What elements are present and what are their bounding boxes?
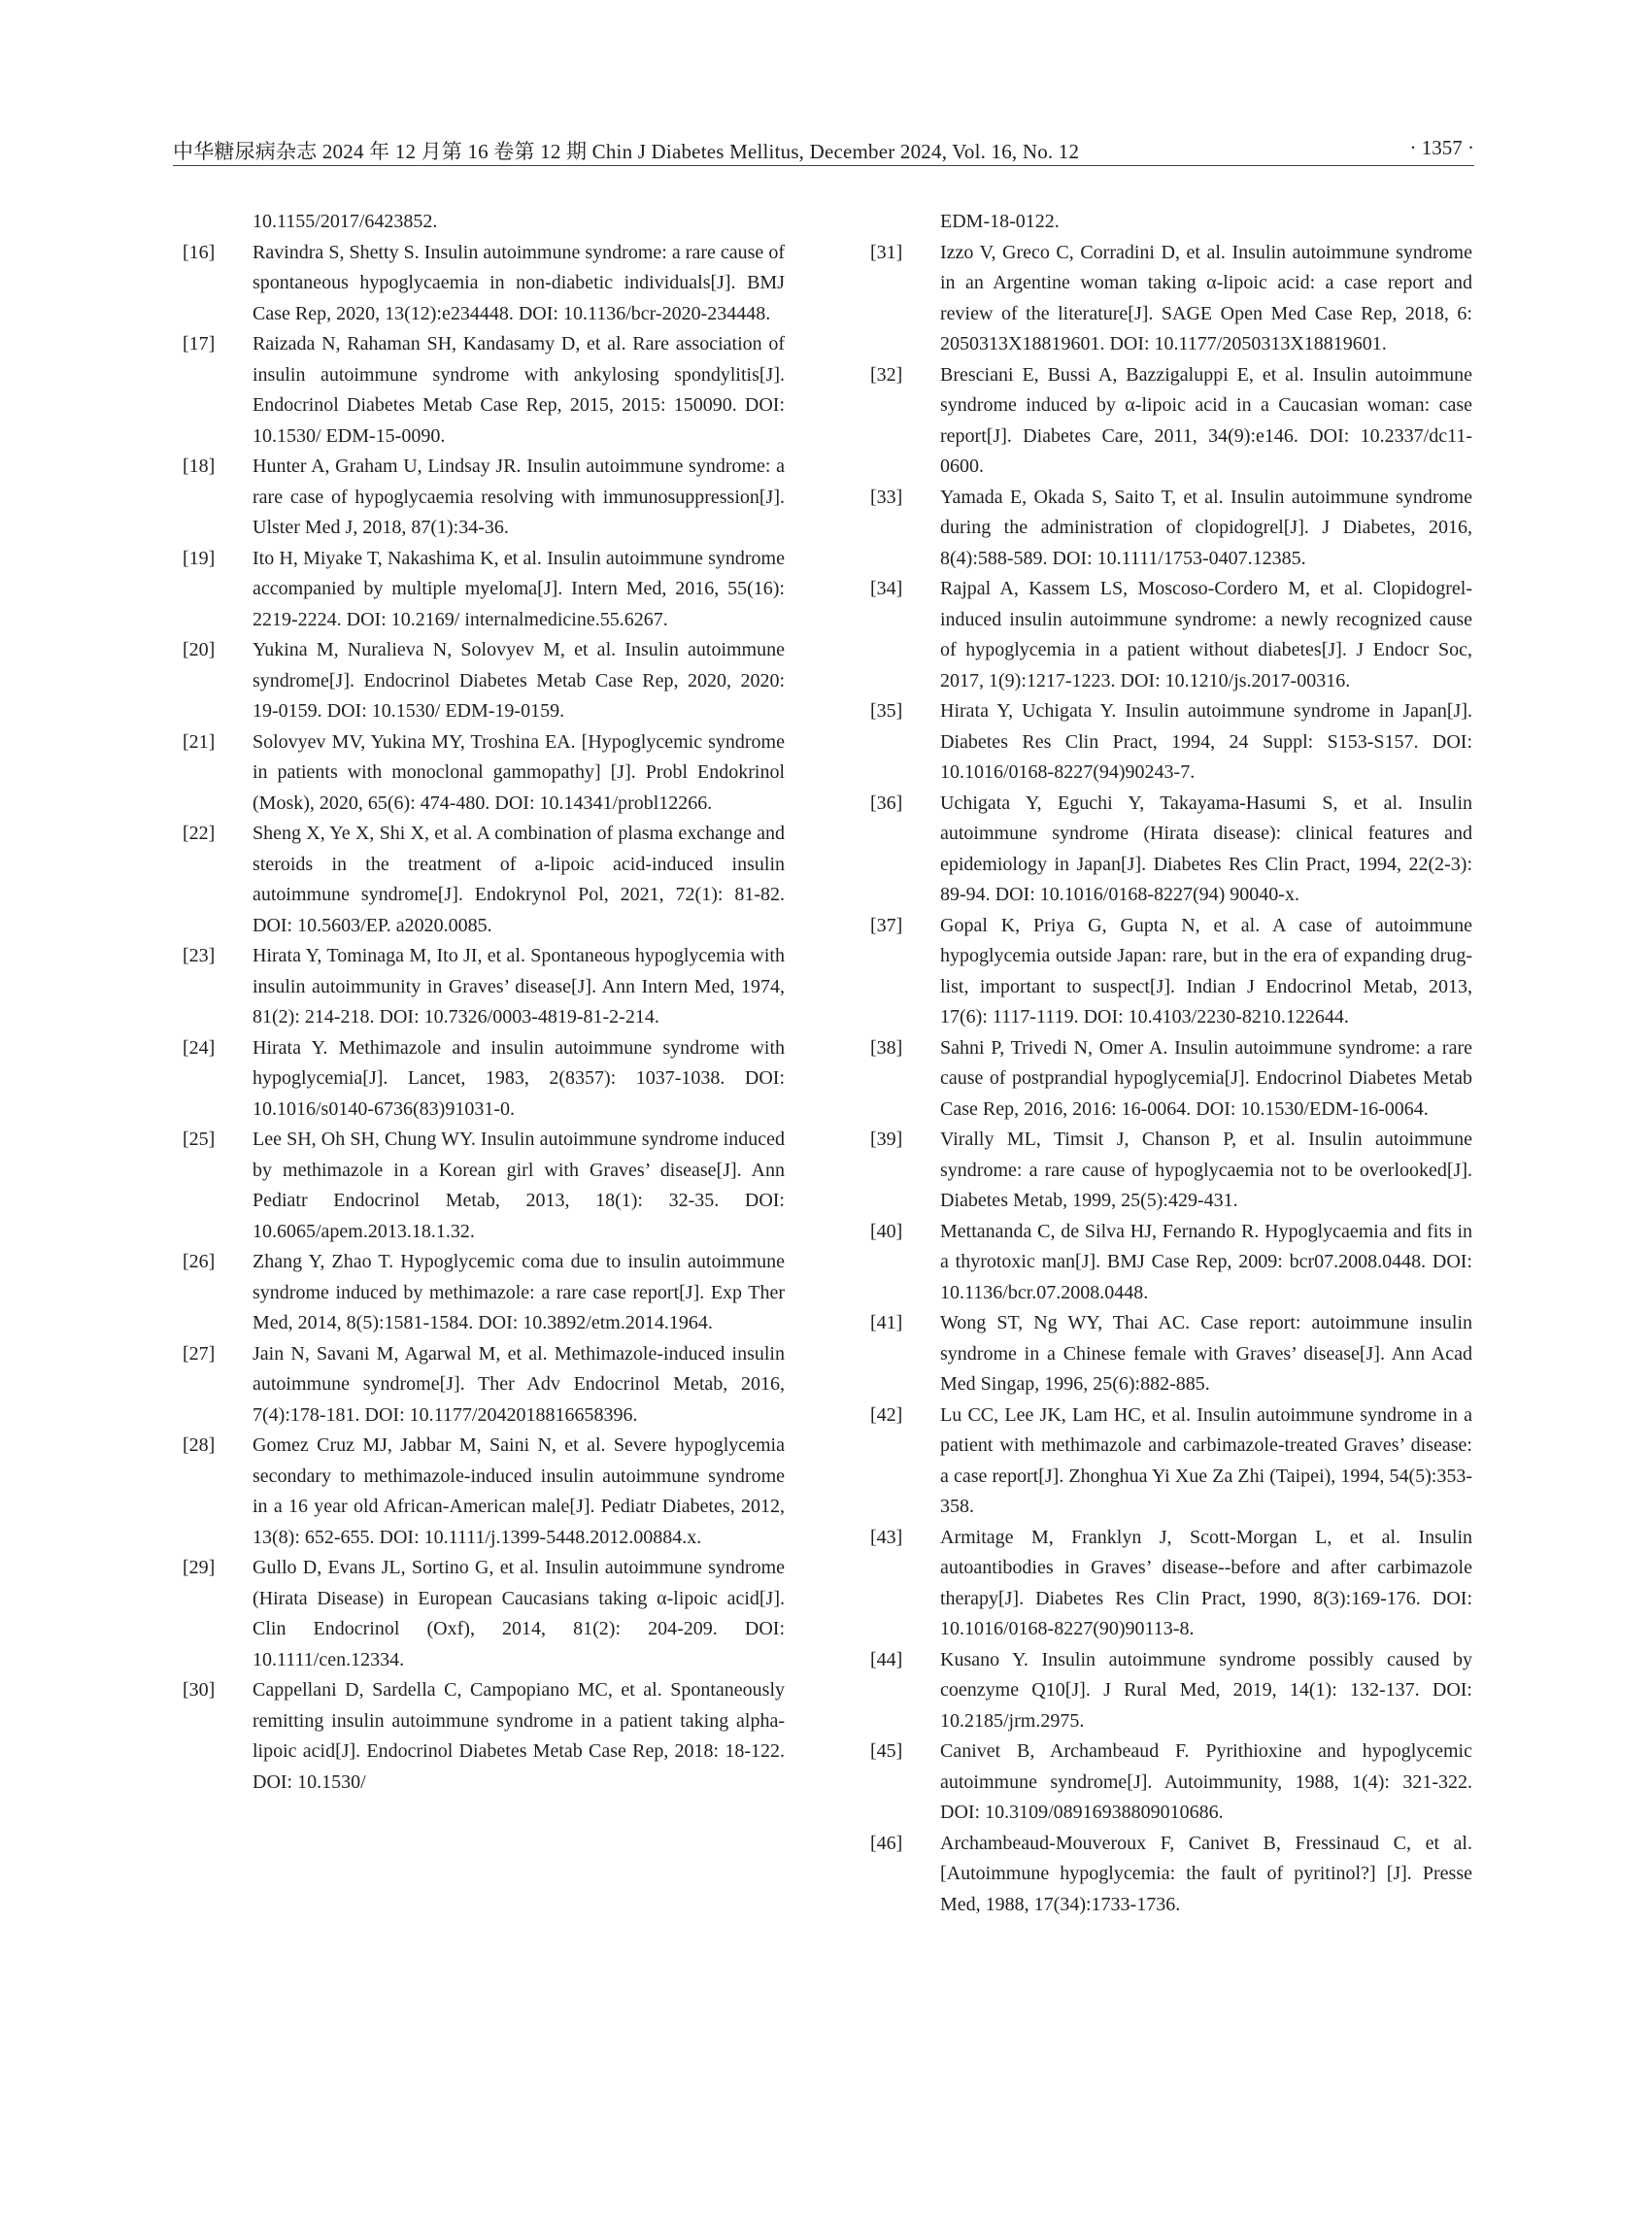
reference-text: Lee SH, Oh SH, Chung WY. Insulin autoimmune syndrome induced by methimazole in a Korean girl with Graves’ disease[J]. Ann Pediatr Endocrinol Metab, 2013, 18(1): 32-35. DOI: 10.6065/apem.2013.18.1.32. bbox=[253, 1129, 785, 1242]
references-left-column bbox=[183, 207, 785, 1798]
reference-number: [42] bbox=[870, 1403, 903, 1426]
reference-continuation: 10.1155/2017/6423852. bbox=[253, 211, 438, 232]
reference-number: [45] bbox=[870, 1740, 903, 1762]
reference-text: Hunter A, Graham U, Lindsay JR. Insulin autoimmune syndrome: a rare case of hypoglycaemia resolving with immunosuppression[J]. Ulster Med J, 2018, 87(1):34-36. bbox=[253, 455, 785, 538]
reference-number: [21] bbox=[183, 730, 216, 753]
reference-item bbox=[183, 238, 785, 330]
reference-item bbox=[870, 1736, 1472, 1829]
references-right-column bbox=[870, 207, 1472, 1920]
reference-text: Canivet B, Archambeaud F. Pyrithioxine and hypoglycemic autoimmune syndrome[J]. Autoimmunity, 1988, 1(4): 321-322. DOI: 10.3109/08916938809010686. bbox=[940, 1740, 1472, 1823]
reference-number: [38] bbox=[870, 1036, 903, 1059]
reference-text: Yukina M, Nuralieva N, Solovyev M, et al. Insulin autoimmune syndrome[J]. Endocrinol Diabetes Metab Case Rep, 2020, 2020: 19-0159. DOI: 10.1530/ EDM-19-0159. bbox=[253, 639, 785, 722]
reference-item bbox=[870, 483, 1472, 575]
reference-number: [25] bbox=[183, 1129, 216, 1150]
reference-text: Sahni P, Trivedi N, Omer A. Insulin autoimmune syndrome: a rare cause of postprandial hypoglycemia[J]. Endocrinol Diabetes Metab Case Rep, 2016, 2016: 16-0064. DOI: 10.1530/EDM-16-0064. bbox=[940, 1036, 1472, 1120]
reference-item bbox=[870, 360, 1472, 483]
reference-item bbox=[183, 452, 785, 544]
reference-item bbox=[183, 1675, 785, 1798]
reference-item bbox=[183, 1033, 785, 1126]
reference-item bbox=[183, 941, 785, 1033]
reference-text: Kusano Y. Insulin autoimmune syndrome possibly caused by coenzyme Q10[J]. J Rural Med, 2019, 14(1): 132-137. DOI: 10.2185/jrm.2975. bbox=[940, 1648, 1472, 1732]
reference-item bbox=[870, 1523, 1472, 1645]
reference-item bbox=[183, 1339, 785, 1432]
reference-number: [19] bbox=[183, 547, 216, 569]
reference-text: Gomez Cruz MJ, Jabbar M, Saini N, et al. Severe hypoglycemia secondary to methimazole-induced insulin autoimmune syndrome in a 16 year old African-American male[J]. Pediatr Diabetes, 2012, 13(8): 652-655. DOI: 10.1111/j.1399-5448.2012.00884.x. bbox=[253, 1434, 785, 1548]
reference-number: [32] bbox=[870, 363, 903, 386]
reference-number: [27] bbox=[183, 1342, 216, 1365]
reference-text: Yamada E, Okada S, Saito T, et al. Insulin autoimmune syndrome during the administration of clopidogrel[J]. J Diabetes, 2016, 8(4):588-589. DOI: 10.1111/1753-0407.12385. bbox=[940, 486, 1472, 569]
reference-item bbox=[870, 574, 1472, 696]
reference-item bbox=[183, 1553, 785, 1675]
reference-item bbox=[870, 696, 1472, 789]
reference-text: Zhang Y, Zhao T. Hypoglycemic coma due to insulin autoimmune syndrome induced by methimazole: a rare case report[J]. Exp Ther Med, 2014, 8(5):1581-1584. DOI: 10.3892/etm.2014.1964. bbox=[253, 1251, 785, 1333]
reference-item bbox=[183, 1431, 785, 1553]
reference-item bbox=[870, 911, 1472, 1033]
reference-number: [20] bbox=[183, 639, 216, 660]
reference-number: [43] bbox=[870, 1526, 903, 1548]
reference-number: [31] bbox=[870, 241, 903, 263]
reference-item bbox=[870, 1033, 1472, 1126]
reference-number: [18] bbox=[183, 455, 216, 477]
reference-item bbox=[870, 1645, 1472, 1737]
reference-number: [35] bbox=[870, 700, 903, 722]
reference-number: [36] bbox=[870, 792, 903, 814]
reference-item bbox=[870, 1400, 1472, 1523]
reference-number: [17] bbox=[183, 333, 216, 354]
reference-text: Cappellani D, Sardella C, Campopiano MC, et al. Spontaneously remitting insulin autoimmune syndrome in a patient taking alpha-lipoic acid[J]. Endocrinol Diabetes Metab Case Rep, 2018: 18-122. DOI: 10.1530/ bbox=[253, 1679, 785, 1793]
reference-text: Hirata Y. Methimazole and insulin autoimmune syndrome with hypoglycemia[J]. Lancet, 1983, 2(8357): 1037-1038. DOI: 10.1016/s0140-6736(83)91031-0. bbox=[253, 1036, 785, 1120]
reference-text: Lu CC, Lee JK, Lam HC, et al. Insulin autoimmune syndrome in a patient with methimazole and carbimazole-treated Graves’ disease: a case report[J]. Zhonghua Yi Xue Za Zhi (Taipei), 1994, 54(5):353-358. bbox=[940, 1403, 1472, 1517]
reference-number: [44] bbox=[870, 1648, 903, 1670]
reference-item bbox=[183, 1247, 785, 1339]
reference-item bbox=[183, 544, 785, 636]
page-number: · 1357 · bbox=[1409, 136, 1474, 159]
reference-item bbox=[183, 635, 785, 727]
reference-number: [28] bbox=[183, 1434, 216, 1456]
reference-item bbox=[183, 819, 785, 941]
reference-number: [40] bbox=[870, 1220, 903, 1242]
reference-text: Mettananda C, de Silva HJ, Fernando R. Hypoglycaemia and fits in a thyrotoxic man[J]. BMJ Case Rep, 2009: bcr07.2008.0448. DOI: 10.1136/bcr.07.2008.0448. bbox=[940, 1220, 1472, 1303]
reference-text: Ravindra S, Shetty S. Insulin autoimmune syndrome: a rare cause of spontaneous hypoglycaemia in non-diabetic individuals[J]. BMJ Case Rep, 2020, 13(12):e234448. DOI: 10.1136/bcr-2020-234448. bbox=[253, 241, 785, 324]
reference-number: [39] bbox=[870, 1129, 903, 1150]
reference-number: [22] bbox=[183, 823, 216, 844]
reference-number: [23] bbox=[183, 945, 216, 966]
reference-number: [41] bbox=[870, 1312, 903, 1333]
reference-item bbox=[183, 727, 785, 820]
reference-item bbox=[870, 1125, 1472, 1217]
reference-text: Hirata Y, Tominaga M, Ito JI, et al. Spontaneous hypoglycemia with insulin autoimmunity in Graves’ disease[J]. Ann Intern Med, 1974, 81(2): 214-218. DOI: 10.7326/0003-4819-81-2-214. bbox=[253, 945, 785, 1028]
reference-item bbox=[870, 1829, 1472, 1921]
reference-number: [26] bbox=[183, 1251, 216, 1272]
reference-item bbox=[870, 789, 1472, 911]
reference-text: Virally ML, Timsit J, Chanson P, et al. Insulin autoimmune syndrome: a rare cause of hypoglycaemia not to be overlooked[J]. Diabetes Metab, 1999, 25(5):429-431. bbox=[940, 1129, 1472, 1211]
reference-number: [16] bbox=[183, 241, 216, 263]
reference-text: Rajpal A, Kassem LS, Moscoso-Cordero M, et al. Clopidogrel-induced insulin autoimmune syndrome: a newly recognized cause of hypoglycemia in a patient without diabetes[J]. J Endocr Soc, 2017, 1(9):1217-1223. DOI: 10.1210/js.2017-00316. bbox=[940, 578, 1472, 691]
reference-item bbox=[183, 329, 785, 452]
reference-number: [34] bbox=[870, 578, 903, 599]
reference-number: [37] bbox=[870, 914, 903, 936]
reference-text: Uchigata Y, Eguchi Y, Takayama-Hasumi S, et al. Insulin autoimmune syndrome (Hirata disease): clinical features and epidemiology in Japan[J]. Diabetes Res Clin Pract, 1994, 22(2-3): 89-94. DOI: 10.1016/0168-8227(94) 90040-x. bbox=[940, 792, 1472, 905]
reference-item bbox=[183, 1125, 785, 1247]
reference-number: [46] bbox=[870, 1832, 903, 1854]
reference-number: [24] bbox=[183, 1036, 216, 1059]
reference-text: Gullo D, Evans JL, Sortino G, et al. Insulin autoimmune syndrome (Hirata Disease) in European Caucasians taking α-lipoic acid[J]. Clin Endocrinol (Oxf), 2014, 81(2): 204-209. DOI: 10.1111/cen.12334. bbox=[253, 1557, 785, 1670]
reference-text: Wong ST, Ng WY, Thai AC. Case report: autoimmune insulin syndrome in a Chinese female with Graves’ disease[J]. Ann Acad Med Singap, 1996, 25(6):882-885. bbox=[940, 1312, 1472, 1395]
reference-text: Jain N, Savani M, Agarwal M, et al. Methimazole-induced insulin autoimmune syndrome[J]. Ther Adv Endocrinol Metab, 2016, 7(4):178-181. DOI: 10.1177/2042018816658396. bbox=[253, 1342, 785, 1426]
reference-text: Solovyev MV, Yukina MY, Troshina EA. [Hypoglycemic syndrome in patients with monoclonal gammopathy] [J]. Probl Endokrinol (Mosk), 2020, 65(6): 474-480. DOI: 10.14341/probl12266. bbox=[253, 730, 785, 814]
reference-text: Raizada N, Rahaman SH, Kandasamy D, et al. Rare association of insulin autoimmune syndrome with ankylosing spondylitis[J]. Endocrinol Diabetes Metab Case Rep, 2015, 2015: 150090. DOI: 10.1530/ EDM-15-0090. bbox=[253, 333, 785, 447]
journal-citation-line: 中华糖尿病杂志 2024 年 12 月第 16 卷第 12 期 Chin J Diabetes Mellitus, December 2024, Vol. 16, No. 12 bbox=[173, 140, 1080, 163]
reference-continuation: EDM-18-0122. bbox=[940, 211, 1060, 232]
reference-text: Gopal K, Priya G, Gupta N, et al. A case of autoimmune hypoglycemia outside Japan: rare, but in the era of expanding drug-list, important to suspect[J]. Indian J Endocrinol Metab, 2013, 17(6): 1117-1119. DOI: 10.4103/2230-8210.122644. bbox=[940, 914, 1472, 1028]
reference-text: Hirata Y, Uchigata Y. Insulin autoimmune syndrome in Japan[J]. Diabetes Res Clin Pract, 1994, 24 Suppl: S153-S157. DOI: 10.1016/0168-8227(94)90243-7. bbox=[940, 700, 1472, 783]
reference-item bbox=[870, 1217, 1472, 1309]
reference-text: Ito H, Miyake T, Nakashima K, et al. Insulin autoimmune syndrome accompanied by multiple myeloma[J]. Intern Med, 2016, 55(16): 2219-2224. DOI: 10.2169/ internalmedicine.55.6267. bbox=[253, 547, 785, 630]
running-header bbox=[173, 134, 1474, 166]
reference-text: Armitage M, Franklyn J, Scott-Morgan L, et al. Insulin autoantibodies in Graves’ disease--before and after carbimazole therapy[J]. Diabetes Res Clin Pract, 1990, 8(3):169-176. DOI: 10.1016/0168-8227(90)90113-8. bbox=[940, 1526, 1472, 1639]
reference-text: Archambeaud-Mouveroux F, Canivet B, Fressinaud C, et al. [Autoimmune hypoglycemia: the fault of pyritinol?] [J]. Presse Med, 1988, 17(34):1733-1736. bbox=[940, 1832, 1472, 1915]
reference-text: Izzo V, Greco C, Corradini D, et al. Insulin autoimmune syndrome in an Argentine woman taking α-lipoic acid: a case report and review of the literature[J]. SAGE Open Med Case Rep, 2018, 6: 2050313X18819601. DOI: 10.1177/2050313X18819601. bbox=[940, 241, 1472, 354]
reference-number: [30] bbox=[183, 1679, 216, 1701]
reference-text: Sheng X, Ye X, Shi X, et al. A combination of plasma exchange and steroids in the treatment of a-lipoic acid-induced insulin autoimmune syndrome[J]. Endokrynol Pol, 2021, 72(1): 81-82. DOI: 10.5603/EP. a2020.0085. bbox=[253, 823, 785, 936]
reference-number: [33] bbox=[870, 486, 903, 508]
reference-text: Bresciani E, Bussi A, Bazzigaluppi E, et al. Insulin autoimmune syndrome induced by α-lipoic acid in a Caucasian woman: case report[J]. Diabetes Care, 2011, 34(9):e146. DOI: 10.2337/dc11-0600. bbox=[940, 363, 1472, 477]
reference-item bbox=[870, 1308, 1472, 1400]
reference-number: [29] bbox=[183, 1557, 216, 1578]
reference-item bbox=[870, 238, 1472, 360]
